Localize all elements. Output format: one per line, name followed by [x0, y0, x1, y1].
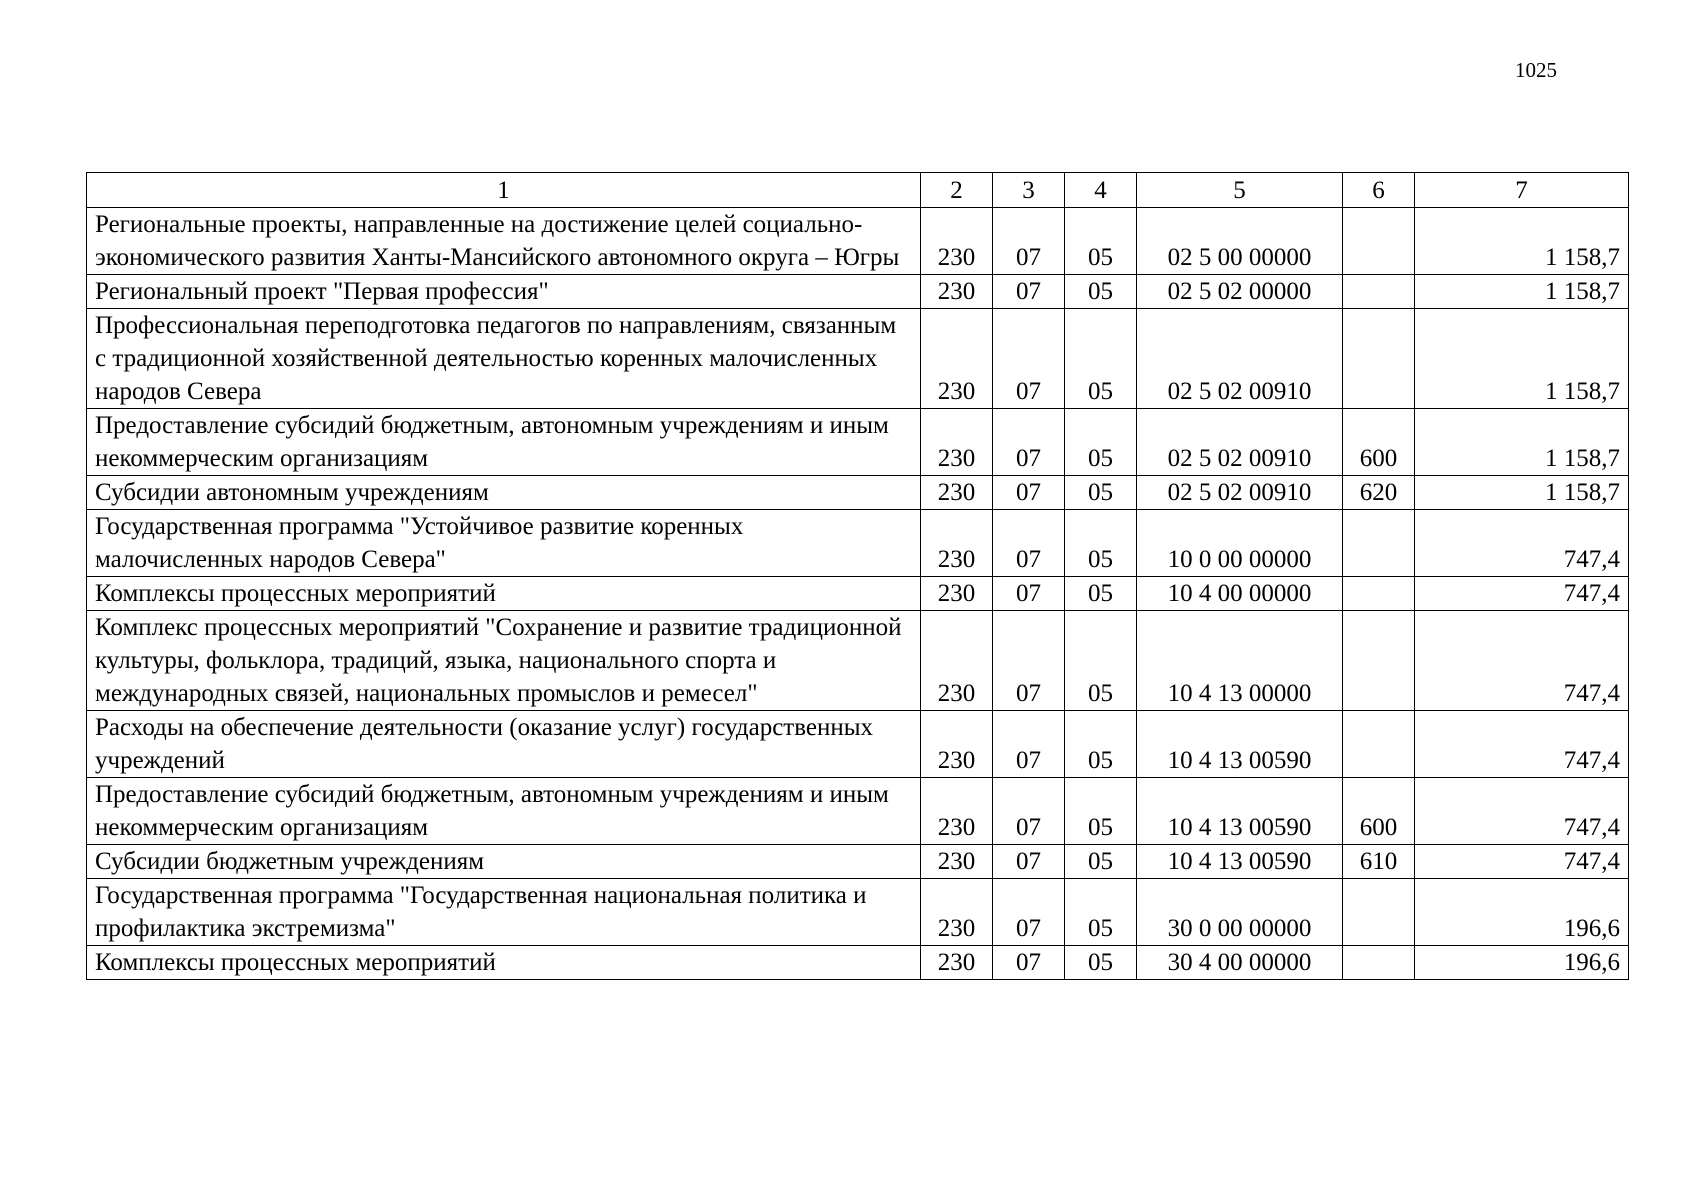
- row-name-cell: Государственная программа "Государственная национальная политика и профилактика экстремизма": [87, 879, 921, 946]
- expense-type-cell: 610: [1343, 845, 1415, 879]
- section-code-cell: 07: [993, 577, 1065, 611]
- amount-cell: 747,4: [1415, 510, 1629, 577]
- amount-cell: 747,4: [1415, 778, 1629, 845]
- section-code-cell: 07: [993, 510, 1065, 577]
- expense-type-cell: [1343, 208, 1415, 275]
- row-name-cell: Субсидии бюджетным учреждениям: [87, 845, 921, 879]
- target-article-cell: 02 5 02 00910: [1137, 476, 1343, 510]
- subsection-code-cell: 05: [1065, 946, 1137, 980]
- header-col-4: 4: [1065, 173, 1137, 208]
- ministry-code-cell: 230: [921, 845, 993, 879]
- target-article-cell: 02 5 00 00000: [1137, 208, 1343, 275]
- ministry-code-cell: 230: [921, 510, 993, 577]
- subsection-code-cell: 05: [1065, 879, 1137, 946]
- target-article-cell: 10 4 13 00590: [1137, 711, 1343, 778]
- header-col-6: 6: [1343, 173, 1415, 208]
- amount-cell: 747,4: [1415, 611, 1629, 711]
- page-number: 1025: [1515, 58, 1557, 82]
- row-name-cell: Комплекс процессных мероприятий "Сохранение и развитие традиционной культуры, фольклора, традиций, языка, национального спорта и международных связей, национальных промыслов и ремесел": [87, 611, 921, 711]
- section-code-cell: 07: [993, 309, 1065, 409]
- expense-type-cell: [1343, 510, 1415, 577]
- amount-cell: 747,4: [1415, 845, 1629, 879]
- expense-type-cell: [1343, 577, 1415, 611]
- subsection-code-cell: 05: [1065, 778, 1137, 845]
- ministry-code-cell: 230: [921, 577, 993, 611]
- amount-cell: 1 158,7: [1415, 409, 1629, 476]
- ministry-code-cell: 230: [921, 409, 993, 476]
- table-header-row: [87, 173, 1629, 208]
- row-name-cell: Субсидии автономным учреждениям: [87, 476, 921, 510]
- target-article-cell: 30 0 00 00000: [1137, 879, 1343, 946]
- table-row: [87, 476, 1629, 510]
- amount-cell: 1 158,7: [1415, 476, 1629, 510]
- section-code-cell: 07: [993, 611, 1065, 711]
- table-row: [87, 845, 1629, 879]
- target-article-cell: 10 0 00 00000: [1137, 510, 1343, 577]
- expense-type-cell: [1343, 275, 1415, 309]
- header-col-1: 1: [87, 173, 921, 208]
- row-name-cell: Государственная программа "Устойчивое развитие коренных малочисленных народов Севера": [87, 510, 921, 577]
- expense-type-cell: [1343, 879, 1415, 946]
- amount-cell: 196,6: [1415, 879, 1629, 946]
- subsection-code-cell: 05: [1065, 208, 1137, 275]
- section-code-cell: 07: [993, 409, 1065, 476]
- table-row: [87, 510, 1629, 577]
- table-row: [87, 409, 1629, 476]
- amount-cell: 1 158,7: [1415, 208, 1629, 275]
- ministry-code-cell: 230: [921, 476, 993, 510]
- row-name-cell: Комплексы процессных мероприятий: [87, 946, 921, 980]
- section-code-cell: 07: [993, 845, 1065, 879]
- table-row: [87, 577, 1629, 611]
- expense-type-cell: 600: [1343, 778, 1415, 845]
- ministry-code-cell: 230: [921, 879, 993, 946]
- subsection-code-cell: 05: [1065, 611, 1137, 711]
- ministry-code-cell: 230: [921, 309, 993, 409]
- ministry-code-cell: 230: [921, 611, 993, 711]
- amount-cell: 747,4: [1415, 711, 1629, 778]
- header-col-5: 5: [1137, 173, 1343, 208]
- expense-type-cell: [1343, 611, 1415, 711]
- table-row: [87, 711, 1629, 778]
- table-row: [87, 879, 1629, 946]
- table-row: [87, 946, 1629, 980]
- ministry-code-cell: 230: [921, 275, 993, 309]
- header-col-2: 2: [921, 173, 993, 208]
- section-code-cell: 07: [993, 946, 1065, 980]
- row-name-cell: Комплексы процессных мероприятий: [87, 577, 921, 611]
- ministry-code-cell: 230: [921, 946, 993, 980]
- row-name-cell: Региональный проект "Первая профессия": [87, 275, 921, 309]
- expense-type-cell: [1343, 309, 1415, 409]
- subsection-code-cell: 05: [1065, 845, 1137, 879]
- table-row: [87, 208, 1629, 275]
- table-row: [87, 275, 1629, 309]
- target-article-cell: 10 4 13 00590: [1137, 845, 1343, 879]
- subsection-code-cell: 05: [1065, 409, 1137, 476]
- section-code-cell: 07: [993, 879, 1065, 946]
- subsection-code-cell: 05: [1065, 510, 1137, 577]
- target-article-cell: 10 4 00 00000: [1137, 577, 1343, 611]
- row-name-cell: Региональные проекты, направленные на достижение целей социально-экономического развития Ханты-Мансийского автономного округа – Югры: [87, 208, 921, 275]
- header-col-7: 7: [1415, 173, 1629, 208]
- header-col-3: 3: [993, 173, 1065, 208]
- expense-type-cell: [1343, 711, 1415, 778]
- expense-type-cell: 600: [1343, 409, 1415, 476]
- row-name-cell: Предоставление субсидий бюджетным, автономным учреждениям и иным некоммерческим организациям: [87, 778, 921, 845]
- subsection-code-cell: 05: [1065, 577, 1137, 611]
- subsection-code-cell: 05: [1065, 275, 1137, 309]
- section-code-cell: 07: [993, 275, 1065, 309]
- section-code-cell: 07: [993, 476, 1065, 510]
- subsection-code-cell: 05: [1065, 476, 1137, 510]
- ministry-code-cell: 230: [921, 778, 993, 845]
- row-name-cell: Профессиональная переподготовка педагогов по направлениям, связанным с традиционной хозяйственной деятельностью коренных малочисленных народов Севера: [87, 309, 921, 409]
- target-article-cell: 02 5 02 00000: [1137, 275, 1343, 309]
- expense-type-cell: 620: [1343, 476, 1415, 510]
- budget-table: [86, 172, 1629, 980]
- table-row: [87, 309, 1629, 409]
- table-row: [87, 778, 1629, 845]
- expense-type-cell: [1343, 946, 1415, 980]
- table-row: [87, 611, 1629, 711]
- section-code-cell: 07: [993, 711, 1065, 778]
- target-article-cell: 10 4 13 00590: [1137, 778, 1343, 845]
- ministry-code-cell: 230: [921, 711, 993, 778]
- section-code-cell: 07: [993, 778, 1065, 845]
- amount-cell: 1 158,7: [1415, 309, 1629, 409]
- target-article-cell: 02 5 02 00910: [1137, 409, 1343, 476]
- target-article-cell: 30 4 00 00000: [1137, 946, 1343, 980]
- section-code-cell: 07: [993, 208, 1065, 275]
- subsection-code-cell: 05: [1065, 309, 1137, 409]
- amount-cell: 1 158,7: [1415, 275, 1629, 309]
- ministry-code-cell: 230: [921, 208, 993, 275]
- row-name-cell: Расходы на обеспечение деятельности (оказание услуг) государственных учреждений: [87, 711, 921, 778]
- amount-cell: 747,4: [1415, 577, 1629, 611]
- target-article-cell: 10 4 13 00000: [1137, 611, 1343, 711]
- subsection-code-cell: 05: [1065, 711, 1137, 778]
- row-name-cell: Предоставление субсидий бюджетным, автономным учреждениям и иным некоммерческим организациям: [87, 409, 921, 476]
- amount-cell: 196,6: [1415, 946, 1629, 980]
- target-article-cell: 02 5 02 00910: [1137, 309, 1343, 409]
